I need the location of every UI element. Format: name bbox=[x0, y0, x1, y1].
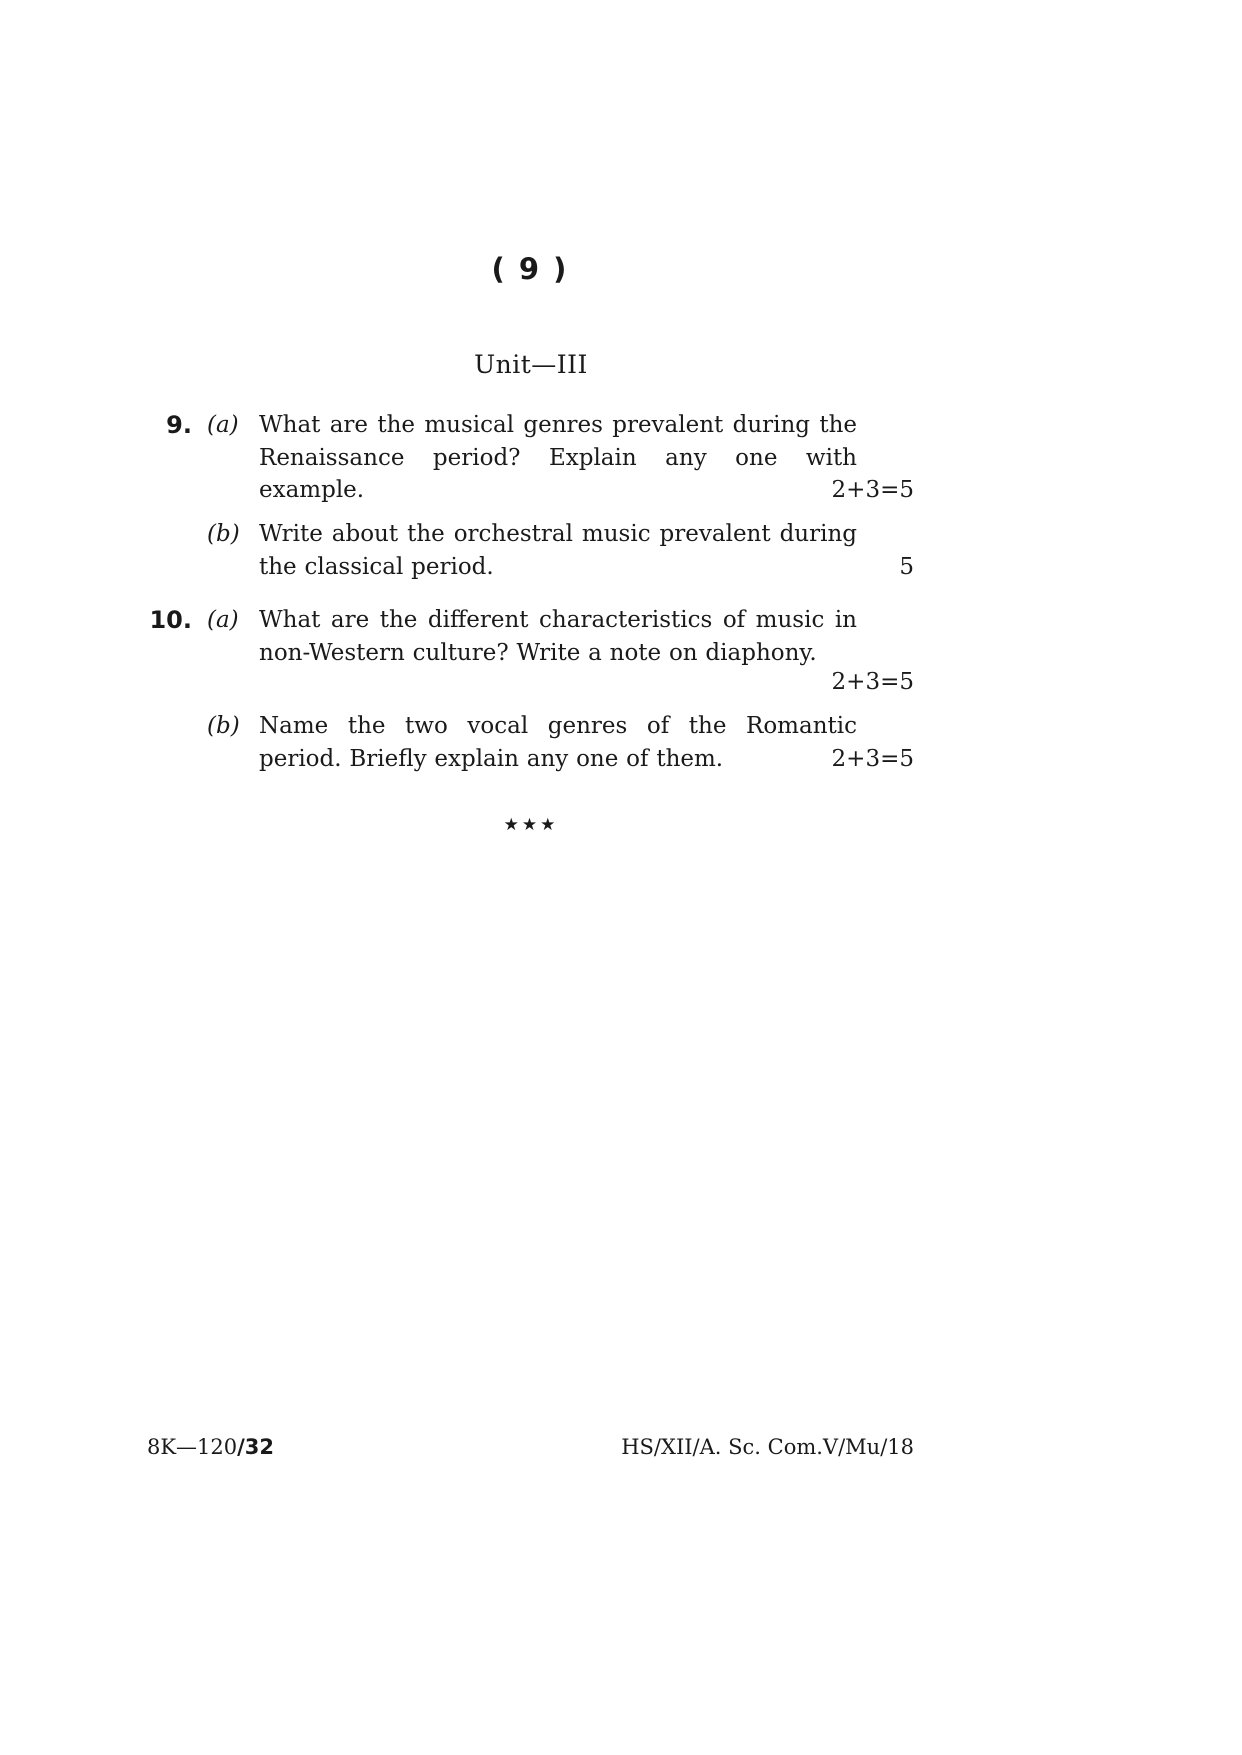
marks: 2+3=5 bbox=[831, 746, 914, 772]
page-number: ( 9 ) bbox=[491, 252, 569, 286]
end-of-paper-stars: ★★★ bbox=[503, 815, 559, 835]
marks: 2+3=5 bbox=[831, 477, 914, 503]
part-label: (b) bbox=[207, 713, 240, 739]
part-label: (a) bbox=[207, 412, 239, 438]
part-label: (b) bbox=[207, 521, 240, 547]
paper-code: HS/XII/A. Sc. Com.V/Mu/18 bbox=[621, 1435, 914, 1459]
question-text: Name the two vocal genres of the Romantic period. Briefly explain any one of them. bbox=[259, 713, 857, 772]
question-text: What are the musical genres prevalent during the Renaissance period? Explain any one with example. bbox=[259, 412, 857, 503]
question-text: What are the different characteristics of music in non-Western culture? Write a note on diaphony. bbox=[259, 607, 857, 666]
part-label: (a) bbox=[207, 607, 239, 633]
print-code-suffix: /32 bbox=[237, 1435, 275, 1459]
question-number: 9. bbox=[166, 411, 192, 439]
print-code bbox=[147, 1435, 274, 1459]
unit-heading: Unit—III bbox=[474, 350, 588, 379]
question-text: Write about the orchestral music prevalent during the classical period. bbox=[259, 521, 857, 580]
print-code-prefix: 8K—120 bbox=[147, 1435, 238, 1459]
question-number: 10. bbox=[149, 606, 192, 634]
marks: 2+3=5 bbox=[831, 669, 914, 695]
marks: 5 bbox=[899, 554, 914, 580]
